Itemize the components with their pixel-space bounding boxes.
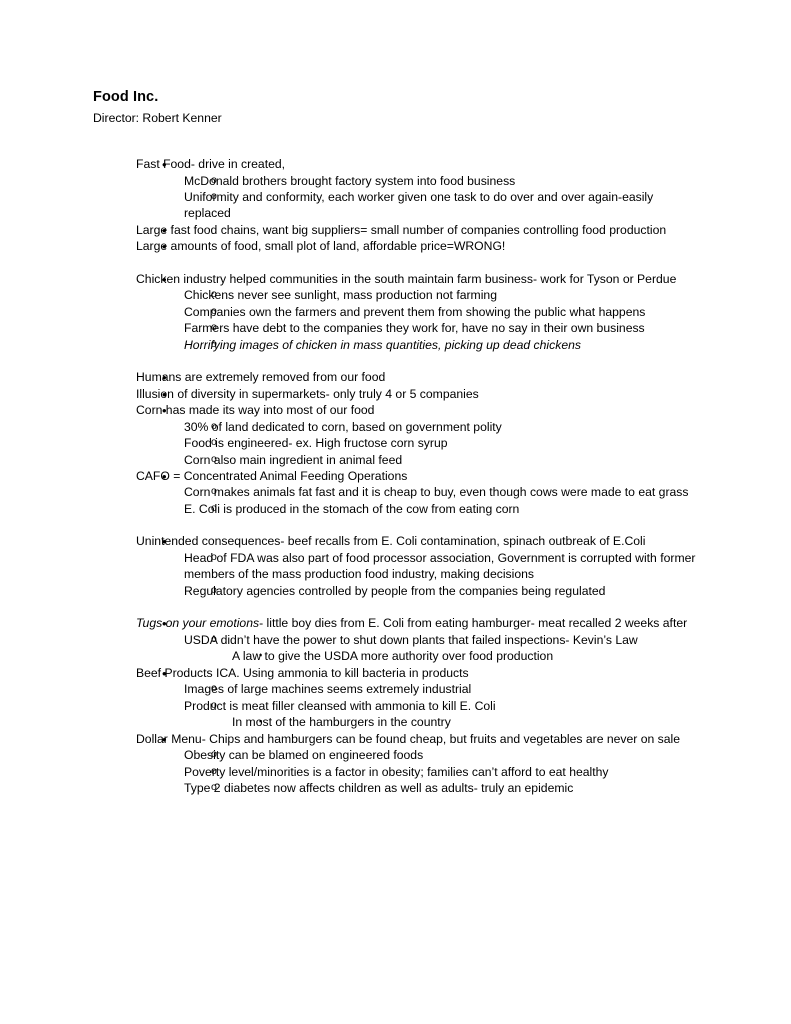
sub-list-item-text: o McDonald brothers brought factory system into food business	[184, 173, 699, 189]
page-title: Food Inc.	[93, 89, 159, 105]
sub-list-item-text: o Images of large machines seems extremely industrial	[184, 681, 699, 697]
sub-list-item	[136, 764, 699, 780]
list-item	[93, 615, 699, 664]
sub-list-item	[136, 173, 699, 189]
sub-list	[136, 419, 699, 468]
emphasis-text: Tugs on your emotions	[136, 616, 260, 631]
list-item-text: • Fast Food- drive in created,	[136, 156, 699, 172]
sub-list-item-text: o Type 2 diabetes now affects children as well as adults- truly an epidemic	[184, 780, 699, 796]
list-item-text: • Unintended consequences- beef recalls from E. Coli contamination, spinach outbreak of E.Coli	[136, 533, 699, 549]
sub-list-item-text: o Companies own the farmers and prevent them from showing the public what happens	[184, 304, 699, 320]
title-spacer	[93, 140, 699, 156]
sub-list-item	[136, 287, 699, 303]
section-spacer	[93, 353, 699, 369]
list-item	[93, 271, 699, 353]
sub-list-item-text: o Farmers have debt to the companies they work for, have no say in their own business	[184, 320, 699, 336]
list-item	[93, 156, 699, 222]
section-spacer	[93, 517, 699, 533]
sub-list	[136, 550, 699, 599]
list-item	[93, 402, 699, 468]
sub-list-item	[136, 337, 699, 353]
sub-list-item	[136, 698, 699, 731]
sub-list-item-text: o Product is meat filler cleansed with ammonia to kill E. Coli	[184, 698, 699, 714]
sub-sub-list-item	[184, 714, 699, 730]
list-item-text: • Tugs on your emotions- little boy dies from E. Coli from eating hamburger- meat recalled 2 weeks after	[136, 615, 699, 631]
sub-list-item	[136, 435, 699, 451]
list-item	[93, 665, 699, 731]
list-item	[93, 238, 699, 254]
list-item	[93, 468, 699, 517]
sub-list-item-text: o 30% of land dedicated to corn, based on government polity	[184, 419, 699, 435]
section-spacer	[93, 255, 699, 271]
sub-list-item-text: o Horrifying images of chicken in mass quantities, picking up dead chickens	[184, 337, 699, 353]
list-item-text: • Beef Products ICA. Using ammonia to kill bacteria in products	[136, 665, 699, 681]
sub-list-item-text: o Chickens never see sunlight, mass production not farming	[184, 287, 699, 303]
sub-list	[136, 632, 699, 665]
sub-list-item-text: o Regulatory agencies controlled by people from the companies being regulated	[184, 583, 699, 599]
list-item	[93, 533, 699, 599]
sub-list-item	[136, 780, 699, 796]
sub-list-item	[136, 320, 699, 336]
sub-list-item	[136, 632, 699, 665]
list-item	[93, 369, 699, 385]
sub-list-item	[136, 452, 699, 468]
sub-list-item-text: o Obesity can be blamed on engineered foods	[184, 747, 699, 763]
sub-list	[136, 287, 699, 353]
sub-list	[136, 681, 699, 730]
sub-list-item	[136, 583, 699, 599]
document-subtitle: Director: Robert Kenner	[93, 110, 222, 125]
list-item-text: • Corn has made its way into most of our food	[136, 402, 699, 418]
list-item-text: • Illusion of diversity in supermarkets- only truly 4 or 5 companies	[136, 386, 699, 402]
sub-list-item	[136, 304, 699, 320]
sub-list-item-text: o Uniformity and conformity, each worker given one task to do over and over again-easily replaced	[184, 189, 699, 222]
sub-list	[136, 173, 699, 222]
sub-list	[136, 484, 699, 517]
sub-list-item-text: o Poverty level/minorities is a factor in obesity; families can’t afford to eat healthy	[184, 764, 699, 780]
list-item	[93, 222, 699, 238]
sub-list-item	[136, 501, 699, 517]
sub-list-item-text: o E. Coli is produced in the stomach of the cow from eating corn	[184, 501, 699, 517]
outline-list	[93, 156, 699, 796]
list-item	[93, 731, 699, 797]
sub-list-item	[136, 419, 699, 435]
sub-list-item-text: o Corn makes animals fat fast and it is cheap to buy, even though cows were made to eat grass	[184, 484, 699, 500]
sub-sub-list-item	[184, 648, 699, 664]
sub-sub-list	[184, 714, 699, 730]
sub-list-item-text: o Corn also main ingredient in animal feed	[184, 452, 699, 468]
sub-list-item	[136, 550, 699, 583]
sub-sub-list-item-text: ▪ A law to give the USDA more authority over food production	[232, 648, 699, 664]
sub-list-item-text: o Head of FDA was also part of food processor association, Government is corrupted with former members of the mass production food industry, making decisions	[184, 550, 699, 583]
sub-list-item-text: o Food is engineered- ex. High fructose corn syrup	[184, 435, 699, 451]
sub-list-item-text: o USDA didn’t have the power to shut down plants that failed inspections- Kevin’s Law	[184, 632, 699, 648]
sub-sub-list-item-text: ▪ In most of the hamburgers in the country	[232, 714, 699, 730]
list-item-text: • Humans are extremely removed from our food	[136, 369, 699, 385]
list-item-text: • Large amounts of food, small plot of land, affordable price=WRONG!	[136, 238, 699, 254]
sub-list	[136, 747, 699, 796]
list-item-text: • Chicken industry helped communities in the south maintain farm business- work for Tyson or Perdue	[136, 271, 699, 287]
sub-list-item	[136, 681, 699, 697]
sub-list-item	[136, 747, 699, 763]
section-spacer	[93, 599, 699, 615]
sub-list-item	[136, 484, 699, 500]
sub-list-item	[136, 189, 699, 222]
list-item-text: • Large fast food chains, want big suppliers= small number of companies controlling food production	[136, 222, 699, 238]
sub-sub-list	[184, 648, 699, 664]
list-item	[93, 386, 699, 402]
list-item-text: • CAFO = Concentrated Animal Feeding Operations	[136, 468, 699, 484]
list-item-text: • Dollar Menu- Chips and hamburgers can be found cheap, but fruits and vegetables are never on sale	[136, 731, 699, 747]
